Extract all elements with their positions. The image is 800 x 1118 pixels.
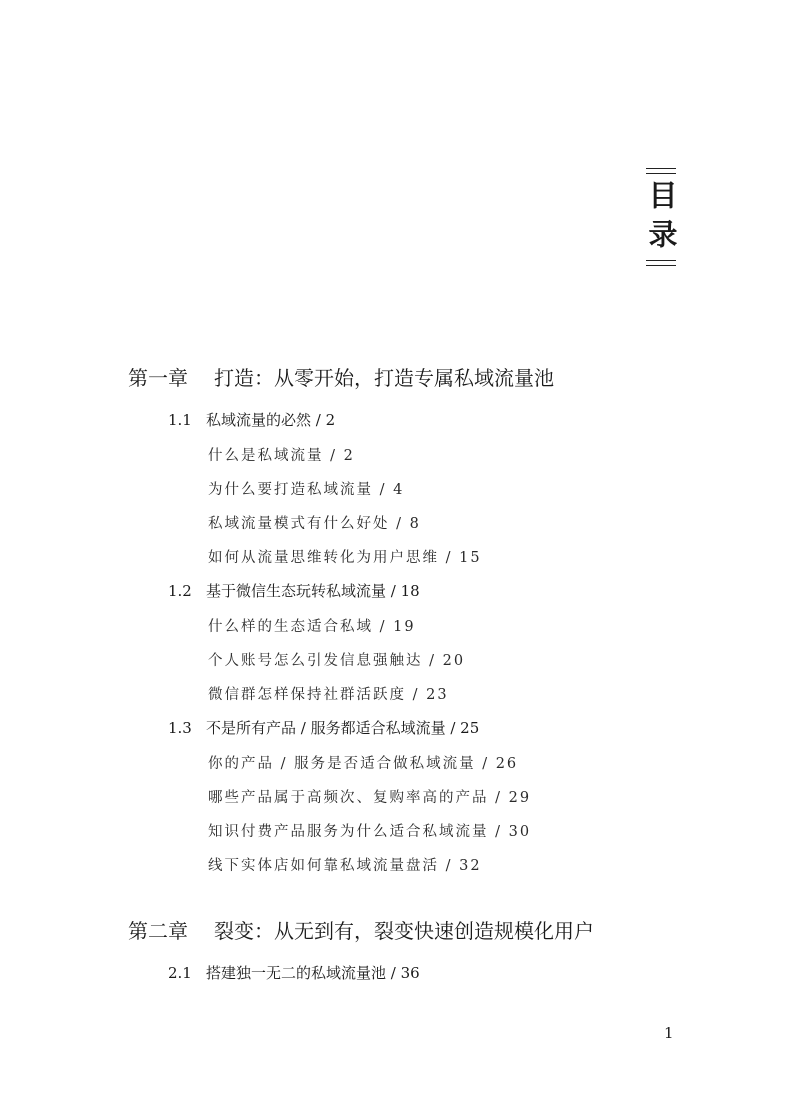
toc-entry: 为什么要打造私域流量 / 4 xyxy=(208,482,405,498)
toc-entry: 私域流量模式有什么好处 / 8 xyxy=(208,516,421,532)
chapter-number: 第一章 xyxy=(128,366,188,390)
toc-entry: 什么样的生态适合私域 / 19 xyxy=(208,619,416,635)
bottom-double-rule xyxy=(646,260,676,266)
section-title: 搭建独一无二的私域流量池 / 36 xyxy=(206,964,420,982)
section-title: 不是所有产品 / 服务都适合私域流量 / 25 xyxy=(206,719,480,737)
section-number: 2.1 xyxy=(168,964,192,982)
chapter-number: 第二章 xyxy=(128,919,188,943)
toc-entry: 哪些产品属于高频次、复购率高的产品 / 29 xyxy=(208,790,532,806)
section-number: 1.3 xyxy=(168,719,192,737)
toc-title: 目录 xyxy=(644,180,679,258)
toc-entry: 线下实体店如何靠私域流量盘活 / 32 xyxy=(208,858,482,874)
section-heading xyxy=(168,717,479,738)
section-heading xyxy=(168,580,420,601)
toc-header xyxy=(645,168,677,266)
section-heading xyxy=(168,409,335,430)
toc-entry: 微信群怎样保持社群活跃度 / 23 xyxy=(208,687,449,703)
toc-entry: 如何从流量思维转化为用户思维 / 15 xyxy=(208,550,482,566)
toc-entry: 你的产品 / 服务是否适合做私域流量 / 26 xyxy=(208,756,519,772)
section-number: 1.1 xyxy=(168,411,192,429)
page-number: 1 xyxy=(664,1024,674,1042)
toc-entry: 个人账号怎么引发信息强触达 / 20 xyxy=(208,653,466,669)
chapter-title: 裂变：从无到有，裂变快速创造规模化用户 xyxy=(214,919,594,943)
chapter-title: 打造：从零开始，打造专属私域流量池 xyxy=(214,366,554,390)
chapter-heading xyxy=(128,362,554,391)
section-number: 1.2 xyxy=(168,582,192,600)
toc-entry: 知识付费产品服务为什么适合私域流量 / 30 xyxy=(208,824,532,840)
toc-entry: 什么是私域流量 / 2 xyxy=(208,448,355,464)
section-heading xyxy=(168,962,420,983)
chapter-heading xyxy=(128,915,594,944)
section-title: 私域流量的必然 / 2 xyxy=(206,411,336,429)
section-title: 基于微信生态玩转私域流量 / 18 xyxy=(206,582,420,600)
top-double-rule xyxy=(646,168,676,174)
